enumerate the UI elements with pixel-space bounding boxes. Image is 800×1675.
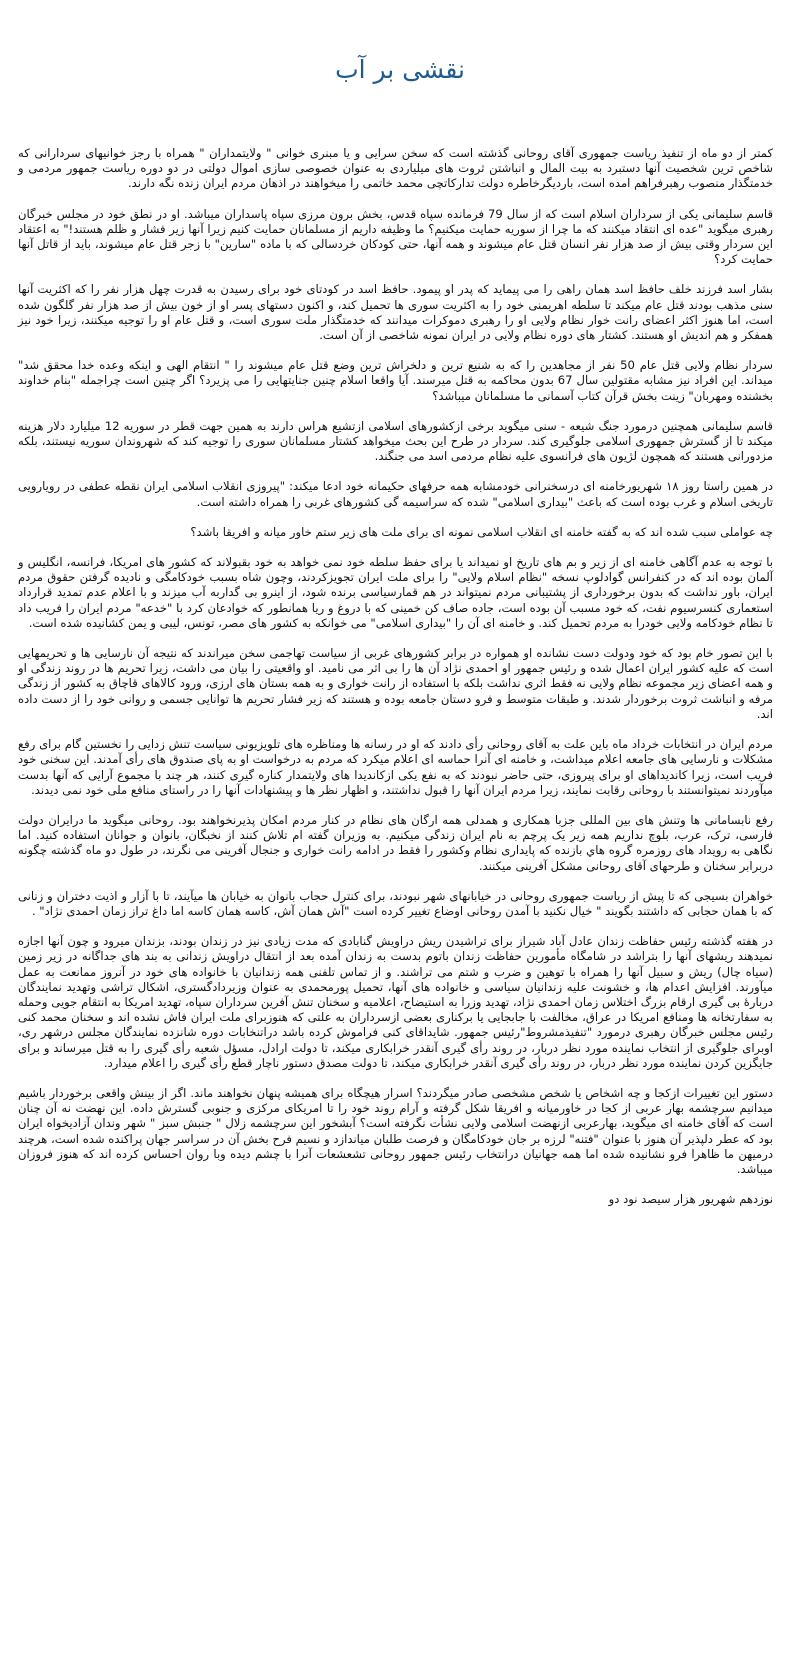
paragraph: در هفته گذشته رئیس حفاظت زندان عادل آباد شیراز برای تراشیدن ریش دراویش گنابادی که مدت زیادی نیز در زندان بودند، بزندان میرود و چون آنها اجازه نمیدهند ریشهای آنها را بتراشد در شامگاه مأمورین حفاظت زندان باتوم بدست به زندان آمده بعد از انتقال دراویش زندانی به بند های جداگانه در زیر زمین (سیاه چال) ریش و سبیل آنها را همراه با توهین و ضرب و شتم می تراشند. و از تماس تلفنی همه زندانیان با خانواده های خود در آنروز ممانعت به عمل میآورند. افزایش اعدام ها، و خشونت علیه زندانیان سیاسی و خانواده های آنها، تحمیل پورمحمدی به عنوان وزیردادگستری، اشکال تراشی وتهدید نمایندگان دربارۀ بی گیری ارقام بزرگ اختلاس زمان احمدی نژاد، تهدید وزرا به استیضاح، اعلامیه و سخنان تنش آفرین سرداران سپاه، تهدید امریکا به انتقام جویی وحمله به سفارتخانه ها ومنافع امریکا در عراق، مخالفت با جابجایی یا برکناری بعضی ازسرداران به علتی که هنوزبرای ملت ایران فاش نشده اند و سخنان محمد کنی رئیس مجلس خبرگان رهبری درمورد "تنفیذمشروط"رئیس جمهور. شایداقای کنی فراموش کرده باشد دراتنخابات دوره شانزده نمایندگان مجلس درشهر ری، اوبرای جلوگیری از انتخاب نماینده مورد نظر دربار، در روند رأی گیری آنقدر خرابکاری میکند، تا دولت ارادل، مسؤل شعبه رأی گیری را به قتل میرساند و برای جایگزین کردن نماینده مورد نظر دربار، در روند رأی گیری آنقدر خرابکاری میکند، تا دولت مصدق دستور ناچار قطع رأی گیری را اعلام میدارد. [18, 934, 773, 1070]
article-body [18, 146, 773, 1222]
paragraph: در همین راستا روز ۱۸ شهریورخامنه ای درسخنرانی خودمشابه همه حرفهای حکیمانه خود ادعا میکند: "پیروزی انقلاب اسلامی ایران نقطه عطفی در رویارویی تاریخی اسلام و غرب بوده است که باعث "بیداری اسلامی" شده که سراسیمه گی کشورهای غربی را همراه داشته است. [18, 479, 773, 509]
paragraph: خواهران بسیجی که تا پیش از ریاست جمهوری روحانی در خیابانهای شهر نبودند، برای کنترل حجاب بانوان به خیابان ها میآیند، تا با آزار و اذیت دختران و زنانی که با همان حجابی که داشتند بگویند " خیال نکنید با آمدن روحانی اوضاع تغییر کرده است "آش همان آش، کاسه همان کاسه اما داغ تراز زمان احمدی نژاد" . [18, 888, 773, 918]
paragraph: مردم ایران در انتخابات خرداد ماه باین علت به آقای روحانی رأی دادند که او در رسانه ها ومناظره های تلویزیونی سیاست تنش زدایی را نخستین گام برای رفع مشکلات و نارسایی های جامعه اعلام میداشت، و خامنه ای آنرا حماسه ای اعلام میکرد که مردم به درخواست او به پای صندوق های رأی آمدند. این سخنی خود فریب است، زیرا کاندیداهای او برای پیروزی، حتی حاضر نبودند که به نفع یکی ازکاندیدا های ولایتمدار کناره گیری کنند، هر چند با مجموع آرایی که آنها بدست میآوردند نمیتوانستند با روحانی رقابت نمایند، زیرا مردم ایران آنها را قبول نداشتند، و اظهار نظر ها و پیشنهادات آنها را در راستای منافع ملی خود نمی دیدند. [18, 737, 773, 797]
paragraph: قاسم سلیمانی همچنین درمورد جنگ شیعه - سنی میگوید برخی ازکشورهای اسلامی ازتشیع هراس دارند به همین جهت قطر در سوریه 12 میلیارد دلار هزینه میکند تا از گسترش جمهوری اسلامی جلوگیری کند. سردار در طرح این بحث میخواهد کشتار مسلمانان سوری را توجیه کند که شهروندان سوریه نیستند، بلکه مزدورانی هستند که همچون لژیون های فرانسوی علیه نظام مردمی اسد می جنگند. [18, 418, 773, 464]
article-date: نوزدهم شهریور هزار سیصد نود دو [608, 1192, 773, 1207]
paragraph: چه عواملی سبب شده اند که به گفته خامنه ای انقلاب اسلامی نمونه ای برای ملت های زیر ستم خاور میانه و افریقا باشد؟ [190, 524, 773, 539]
paragraph: بشار اسد فرزند خلف حافظ اسد همان راهی را می پیماید که پدر او پیمود. حافظ اسد در کودتای خود برای رسیدن به قدرت چهل هزار نفر را که اکثریت آنها سنی مذهب بودند قتل عام میکند تا سلطه اهریمنی خود را به اکثریت سوری ها تحمیل کند، و اکنون دستهای پسر او از خون بیش از صد هزار نفر گلگون شده است، اما هنوز اکثر اعضای رانت خوار نظام ولایی او را رهبری دموکرات میدانند که خدمتگذار ملت سوری است، و قتل عام او را توجیه میکنند، زیرا خود نیز همفکر و هم اندیش او هستند. کشتار های دوره نظام ولایی در ایران نمونه شاخصی از آن است. [18, 282, 773, 343]
paragraph: رفع نابسامانی ها وتنش های بین المللی جزبا همکاری و همدلی همه ارگان های نظام در کنار مردم امکان پذیرنخواهند بود. روحانی میگوید ما درایران دولت فارسی، ترک، عرب، بلوچ نداریم همه زیر یک پرچم به نام ایران زندگی میکنیم. به وزیران گفته ام تلاش کنند از نخبگان، بانوان و جوانان استفاده کنید. اما نگاهی به رویداد های روزمره گروه هاي بازنده که پایداری نظام وکشور را فقط در ادامه رانت خواری و جنجال آفرینی می نگرند، در طول دو ماه گذشته چگونه دربرابر سخنان و طرحهای آقای روحانی مشکل آفرینی میکنند. [18, 812, 773, 873]
page-title: نقشی بر آب [335, 55, 465, 84]
paragraph: کمتر از دو ماه از تنفیذ ریاست جمهوری آقای روحانی گذشته است که سخن سرایی و یا مبنری خوانی " ولایتمداران " همراه با رجز خوانیهای سردارانی که شاخص ترین شخصیت آنها دستبرد به بیت المال و انباشتن ثروت های میلیاردی به عنوان خصوصی سازی اموال دولتی در دو دوره ریاست جمهور مردمی و خدمتگذار منصوب رهبرفراهم امده است، باردیگرخاطره دولت تدارکاتچی محمد خاتمی را میخواهند در اذهان مردم ایران زنده نگه دارند. [18, 146, 773, 191]
paragraph: دستور این تغییرات ازکجا و چه اشخاص یا شخص مشخصی صادر میگردند؟ اسرار هیچگاه برای همیشه پنهان نخواهند ماند. اگر از بینش واقعی برخوردار باشیم میدانیم سرچشمه بهار عربی از کجا در خاورمیانه و افریقا شکل گرفته و آرام روند خود را تا امریکای مرکزی و جنوبی گسترش داده. این نهضت نه آن چنان است که آقای خامنه ای میگوید، بهارعربی ازنهضت اسلامی ولایی نشأت نگرفته است؟ آبشخور این سرچشمه زلال " جنبش سبز " شهر وندان آزادیخواه ایران بود که عطر دلپذیر آن هنوز با عنوان "فتنه" لرزه بر جان خودکامگان و فرصت طلبان میاندازد و نسیم فرح بخش آن در سراسر جهان پراکنده شده است، هرچند درمیهن ما ظاهرا فرو نشانیده شده اما همه جهانیان درانتخاب رئیس جمهور روحانی تشعشعات آنرا با چشم دیده وبا روان احساس کرده اند که هنوز فروزان میباشد. [18, 1085, 773, 1176]
paragraph: سردار نظام ولایی قتل عام 50 نفر از مجاهدین را که به شنیع ترین و دلخراش ترین وضع قتل عام میشوند را " انتقام الهی و اینکه وعده خدا محقق شد" میداند. این افراد نیز مشابه مقتولین سال 67 بدون محاکمه به قتل میرسند. آیا واقعا اسلام چنین جنایتهایی را می پزیرد؟ اگر چنین است چراجمله "بنام خداوند بخشنده ومهربان" زینت بخش قرآن کتاب آسمانی ما مسلمانان میباشد؟ [18, 358, 773, 403]
paragraph: با توجه به عدم آگاهی خامنه ای از زیر و بم های تاریخ او نمیداند یا برای حفظ سلطه خود نمی خواهد به خود بقبولاند که کشور های امریکا، فرانسه، انگلیس و آلمان بوده اند که در کنفرانس گوادلوپ نسخه "نظام اسلام ولایی" را برای ملت ایران تجویزکردند، وچون شاه بسبب خودکامگی و نادیده گرفتن حقوق مردم ایران، باور نداشت که بدون برخورداری از پشتیبانی مردم نمیتواند در هم قمارسیاسی برنده شود، از اینرو بی گداربه آب میزند و با اعلام عدم تمدید قرارداد استعماری کنسرسیوم نفت، که خود مسبب آن بوده است، جاده صاف کن خمینی که با دروغ و ریا همانطور که خوادعان کرد با "خدعه" مردم ایران را فریب داد تا نظام خودکامه ولایی خودرا به مردم تحمیل کند. و خامنه ای آن را "بیداری اسلامی" می خوانکه به کشور های مصر، تونس، لیبی و یمن کشانیده شده است. [18, 555, 773, 630]
paragraph: قاسم سلیمانی یکی از سرداران اسلام است که از سال 79 فرمانده سپاه قدس، بخش برون مرزی سپاه پاسداران میباشد. او در نطق خود در مجلس خبرگان رهبری میگوید "عده ای انتقاد میکنند که ما چرا از سوریه حمایت میکنیم؟ ما وظیفه داریم از مسلمانان حمایت کنیم زیرا آنها زیر فشار و ظلم هستند!" به اعتقاد این سردار وقتی بیش از صد هزار نفر انسان قتل عام میشوند و همه آنها، حتی کودکان خردسالی که با ماده "سارین" با زجر قتل عام میشوند، باید از قاتل آنها حمایت کرد؟ [18, 206, 773, 267]
paragraph: با این تصور خام بود که خود ودولت دست نشانده او همواره در برابر کشورهای غربی از سیاست تهاجمی سخن میراندند که نتیجه آن نارسایی ها و تحریمهایی است که علیه کشور ایران اعمال شده و رئیس جمهور او احمدی نژاد آن ها را بی اثر می نامید. او واقعیتی را بیان می داشت، زیرا تحریم ها در روند زندگی او و همه اعضای زیر مجموعه نظام ولایی نه فقط اثری نداشت بلکه با استفاده از رانت خواری و به همه بستان های ارزی، ورود کالاهای قاچاق به کشور از زندگی مرفه و انباشت ثروت برخوردار شدند. و طبقات متوسط و فرو دستان جامعه بوده و هستند که زیر فشار تحریم ها توانایی جسمی و روانی خود را از دست داده اند. [18, 646, 773, 721]
